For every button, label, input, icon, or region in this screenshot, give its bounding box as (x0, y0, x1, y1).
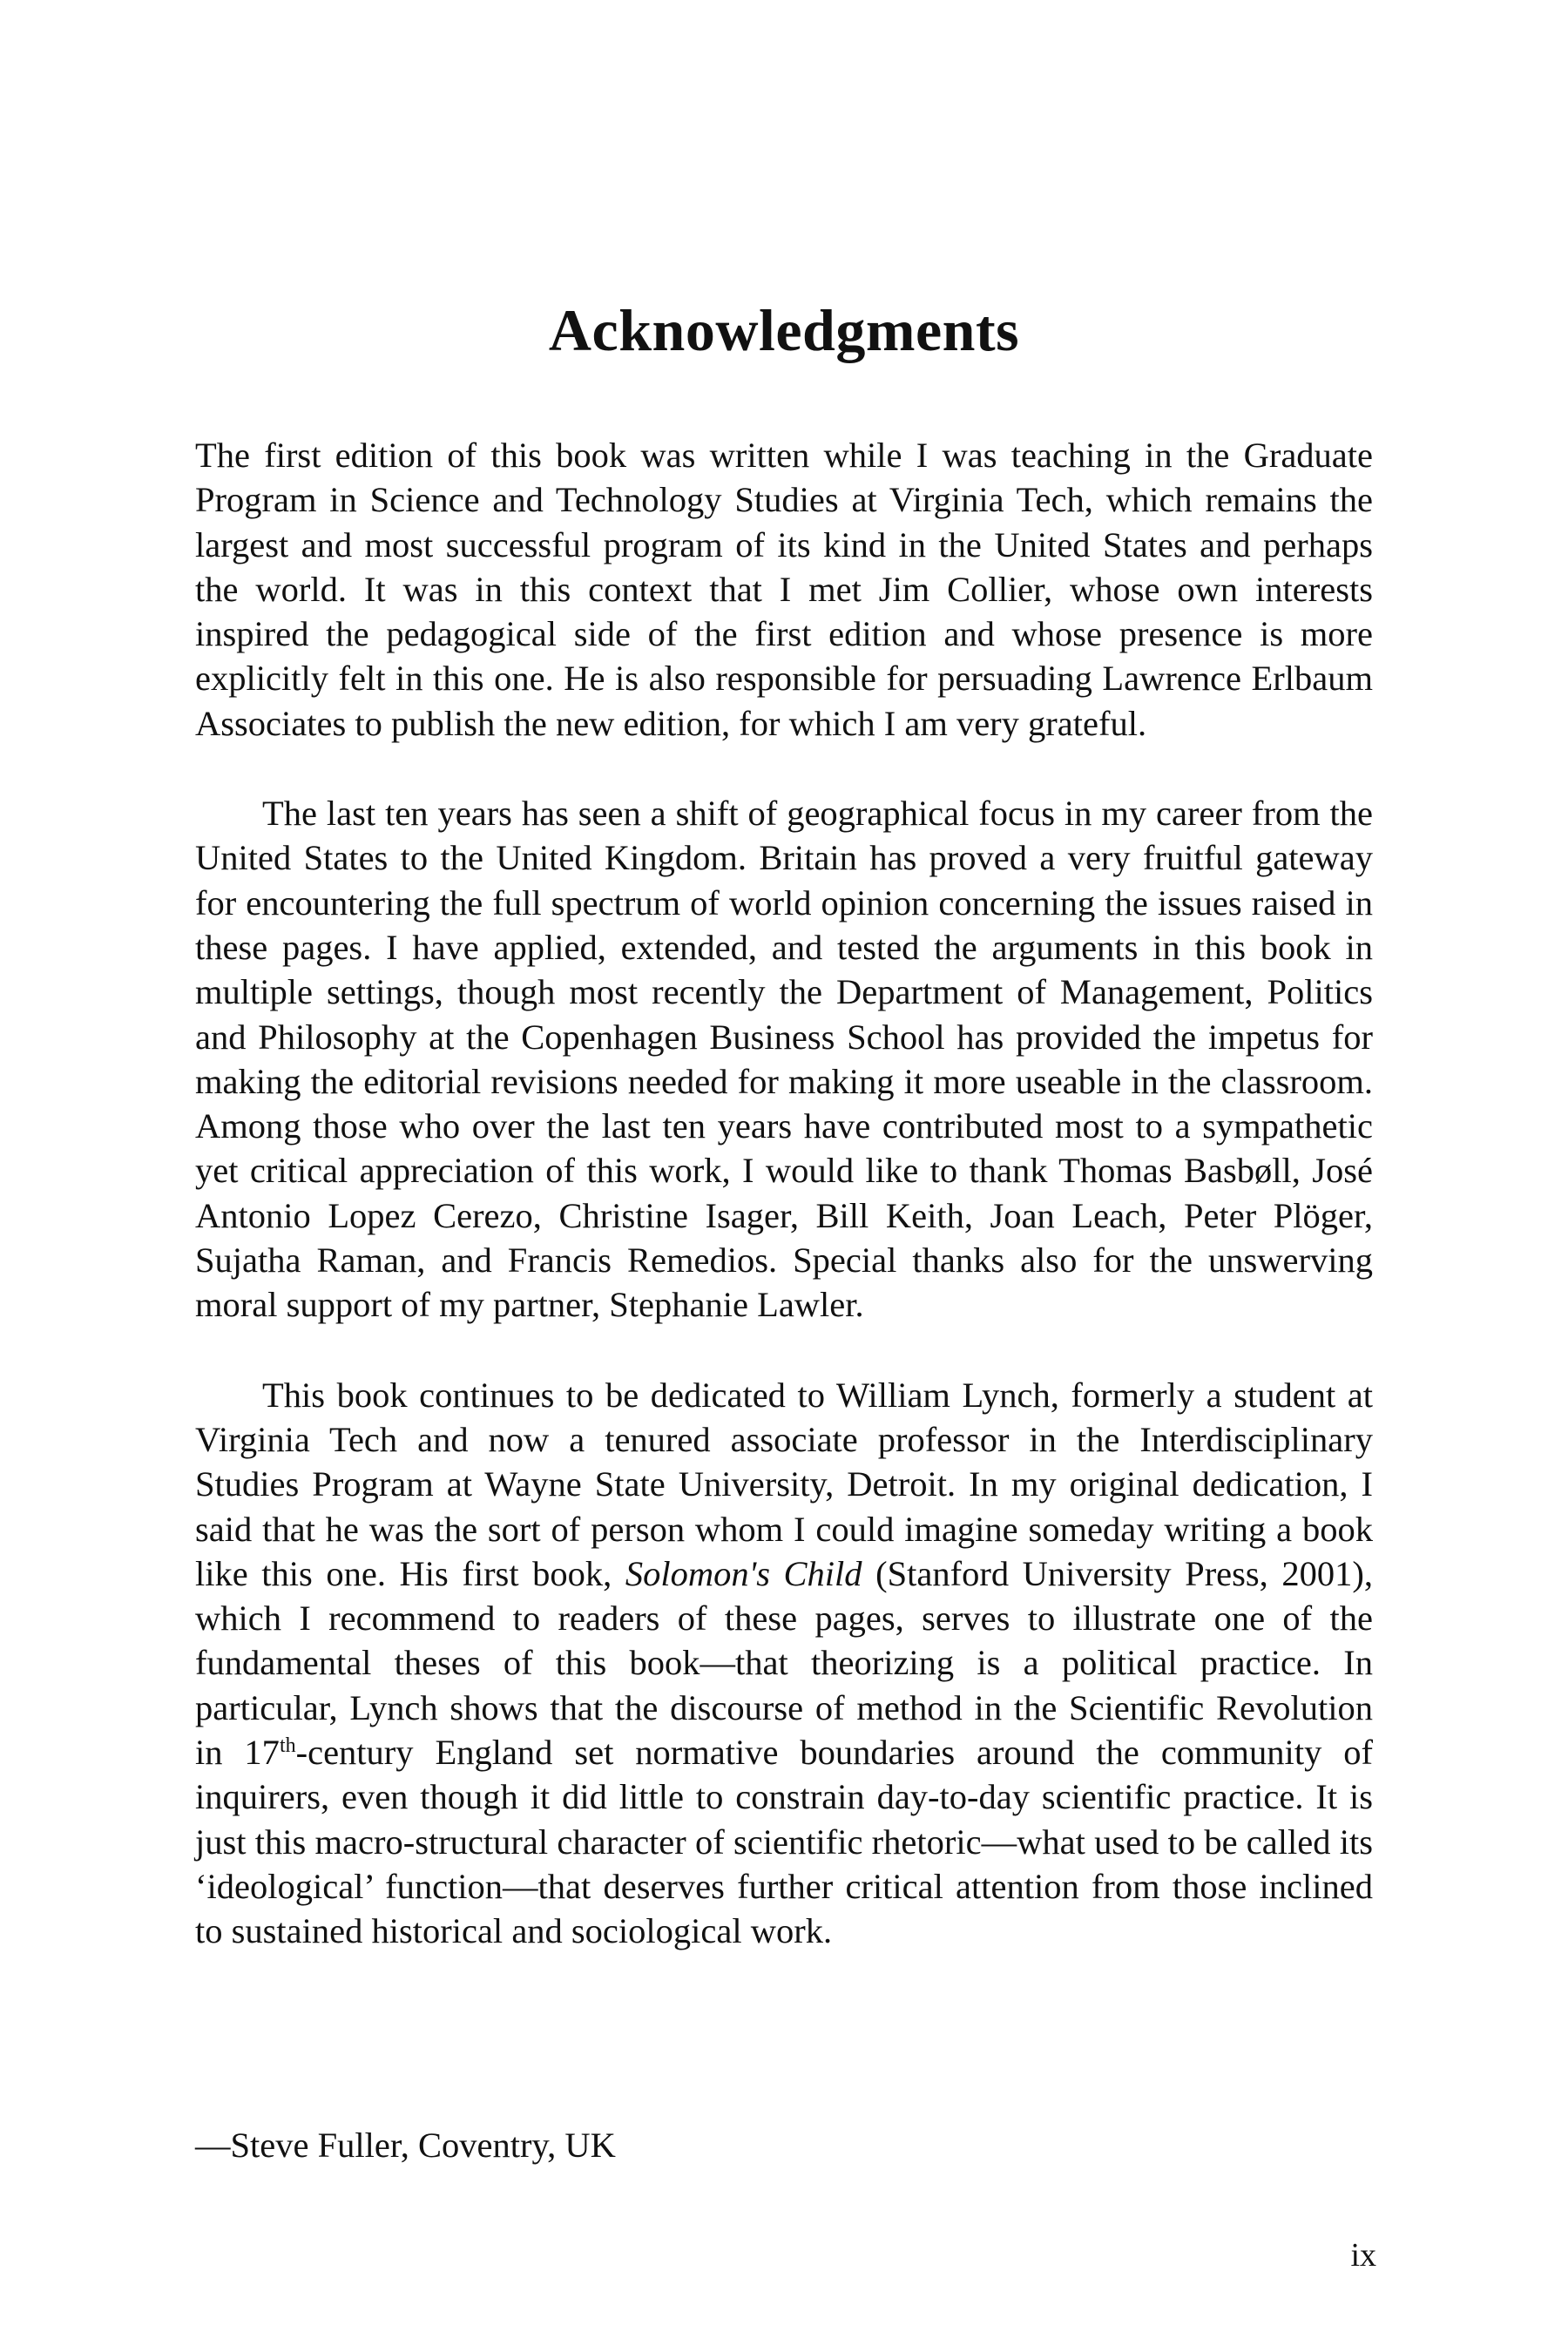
paragraph-2: The last ten years has seen a shift of geographical focus in my career from the United States to the United Kingdom. Britain has proved a very fruitful gateway for encountering the full spectrum of world opinion concerning the issues raised in these pages. I have applied, extended, and tested the arguments in this book in multiple settings, though most recently the Department of Management, Politics and Philosophy at the Copenhagen Business School has provided the impetus for making the editorial revisions needed for making it more useable in the classroom. Among those who over the last ten years have contributed most to a sympathetic yet critical appreciation of this work, I would like to thank Thomas Basbøll, José Antonio Lopez Cerezo, Christine Isager, Bill Keith, Joan Leach, Peter Plöger, Sujatha Raman, and Francis Remedios. Special thanks also for the unswerving moral support of my partner, Stephanie Lawler. (195, 794, 1373, 1325)
acknowledgments-body (195, 433, 1373, 1954)
ordinal-superscript: th (279, 1734, 296, 1758)
author-signature: —Steve Fuller, Coventry, UK (195, 2126, 616, 2165)
paragraph-3 (195, 1373, 1373, 1954)
paragraph-3-text-c: -century England set normative boundaries around the community of inquirers, even though it did little to constrain day-to-day scientific practice. It is just this macro-structural character of scientific rhetoric—what used to be called its ‘ideological’ function—that deserves further critical attention from those inclined to sustained historical and sociological work. (195, 1733, 1373, 1951)
page-title: Acknowledgments (548, 297, 1020, 363)
book-title-italic: Solomon's Child (625, 1553, 862, 1593)
page-number: ix (1350, 2237, 1376, 2274)
paragraph-3-text-a: This book continues to be dedicated to William Lynch, formerly a student at Virginia Tech and now a tenured associate professor in the Interdisciplinary Studies Program at Wayne State University, Detroit. In my original dedication, I said that he was the sort of person whom I could imagine someday writing a book like this one. His first book, (195, 1375, 1373, 1593)
paragraph-1: The first edition of this book was written while I was teaching in the Graduate Program in Science and Technology Studies at Virginia Tech, which remains the largest and most successful program of its kind in the United States and perhaps the world. It was in this context that I met Jim Collier, whose own interests inspired the pedagogical side of the first edition and whose presence is more explicitly felt in this one. He is also responsible for persuading Lawrence Erlbaum Associates to publish the new edition, for which I am very grateful. (195, 436, 1373, 743)
paragraph-3-text-b: (Stanford University Press, 2001), which I recommend to readers of these pages, serves to illustrate one of the fundamental theses of this book—that theorizing is a political practice. In particular, Lynch shows that the discourse of method in the Scientific Revolution in 17 (195, 1553, 1373, 1773)
